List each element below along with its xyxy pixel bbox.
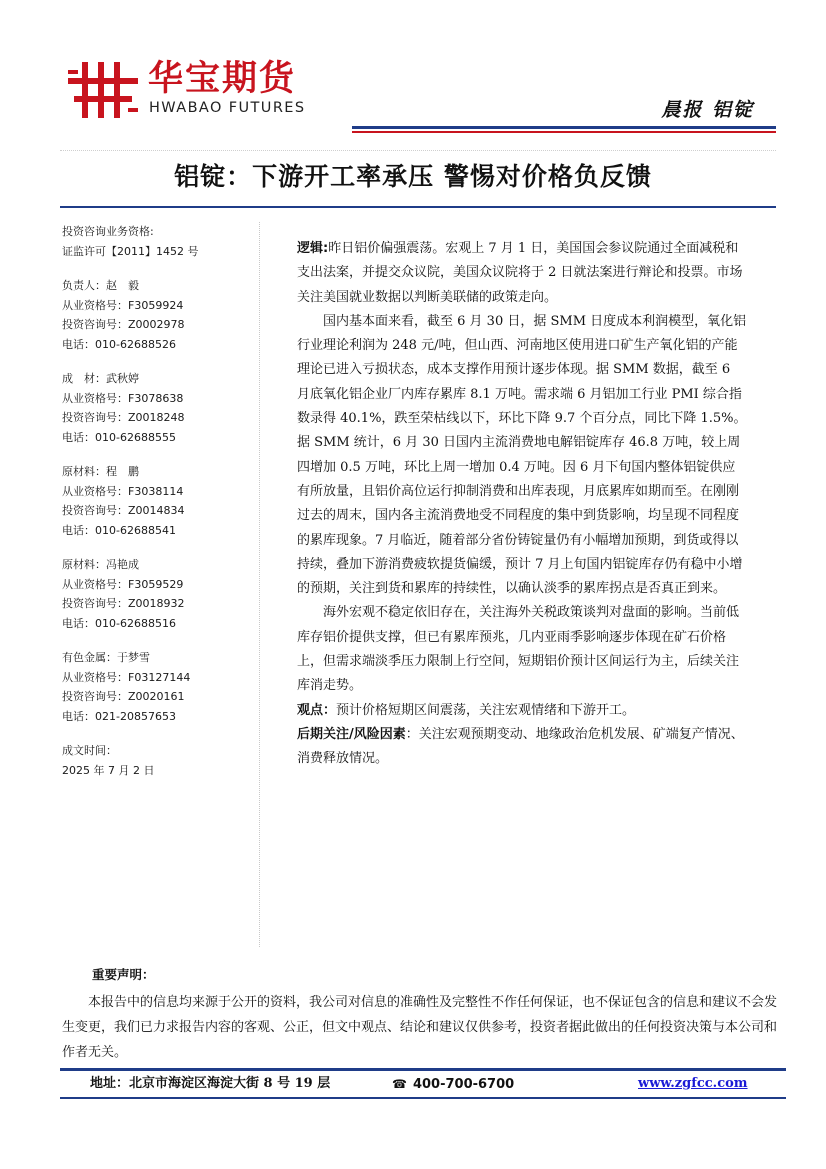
disclaimer-title: 重要声明： xyxy=(92,967,155,982)
analyst-license: 从业资格号：F03127144 xyxy=(62,670,191,684)
analyst-consult-no: 投资咨询号：Z0018248 xyxy=(62,411,185,424)
analyst-card xyxy=(62,369,252,447)
risk-label: 后期关注/风险因素 xyxy=(297,726,406,742)
analyst-card xyxy=(62,555,252,633)
analyst-consult-no: 投资咨询号：Z0020161 xyxy=(62,690,185,703)
view-label: 观点： xyxy=(297,702,337,718)
analyst-role: 负责人：赵 毅 xyxy=(62,279,139,292)
company-logo-icon xyxy=(68,62,138,118)
analyst-role: 原材料：程 鹏 xyxy=(62,465,139,478)
analyst-consult-no: 投资咨询号：Z0014834 xyxy=(62,504,185,517)
report-body xyxy=(297,237,747,772)
title-divider xyxy=(60,206,776,208)
analyst-card xyxy=(62,276,252,354)
risk-paragraph xyxy=(297,723,747,772)
logic-text: 昨日铝价偏强震荡。宏观上 7 月 1 日，美国国会参议院通过全面减税和支出法案，并提交众议院，美国众议院将于 2 日就法案进行辩论和投票。市场关注美国就业数据以判断美联储的政策走向。 xyxy=(297,241,743,305)
analyst-license: 从业资格号：F3059529 xyxy=(62,577,184,591)
fundamentals-paragraph: 国内基本面来看，截至 6 月 30 日，据 SMM 日度成本利润模型，氧化铝行业理论利润为 248 元/吨，但山西、河南地区使用进口矿生产氧化铝的产能理论已进入亏损状态，成本支撑作用预计逐步体现。据 SMM 数据，截至 6 月底氧化铝企业厂内库存累库 8.1 万吨。需求端 6 月铝加工行业 PMI 综合指数录得 40.1%，跌至荣枯线以下，环比下降 9.7 个百分点，同比下降 1.5%。据 SMM 统计，6 月 30 日国内主流消费地电解铝锭库存 46.8 万吨，较上周四增加 0.5 万吨，环比上周一增加 0.4 万吨。因 6 月下旬国内整体铝锭供应有所放量，且铝价高位运行抑制消费和出库表现，月底累库如期而至。在刚刚过去的周末，国内各主流消费地受不同程度的集中到货影响，均呈现不同程度的累库现象。7 月临近，随着部分省份铸锭量仍有小幅增加预期，到货或得以持续，叠加下游消费疲软提货偏缓，预计 7 月上旬国内铝锭库存仍有稳中小增的预期，关注到货和累库的持续性，以确认淡季的累库拐点是否真正到来。 xyxy=(297,313,747,597)
footer-address: 地址：北京市海淀区海淀大街 8 号 19 层 xyxy=(90,1076,331,1091)
analyst-role: 原材料：冯艳成 xyxy=(62,558,139,571)
footer-phone-number: 400-700-6700 xyxy=(412,1077,515,1092)
logic-paragraph xyxy=(297,237,747,310)
analyst-card xyxy=(62,462,252,540)
risk-text: ：关注宏观预期变动、地缘政治危机发展、矿端复产情况、消费释放情况。 xyxy=(297,726,744,767)
logo-text-cn: 华宝期货 xyxy=(148,59,297,99)
analyst-consult-no: 投资咨询号：Z0018932 xyxy=(62,597,185,610)
analyst-phone: 电话：021-20857653 xyxy=(62,709,176,723)
report-date-label: 成文时间： xyxy=(62,744,117,757)
footer-phone xyxy=(392,1075,514,1094)
analyst-phone: 电话：010-62688541 xyxy=(62,523,176,537)
sidebar-divider xyxy=(259,222,260,947)
analyst-role: 有色金属：于梦雪 xyxy=(62,651,150,664)
report-date xyxy=(62,741,252,780)
footer-website-link[interactable]: www.zgfcc.com xyxy=(638,1076,748,1091)
phone-icon: ☎ xyxy=(392,1077,407,1091)
logo-text-en: HWABAO FUTURES xyxy=(149,100,306,116)
view-text: 预计价格短期区间震荡，关注宏观情绪和下游开工。 xyxy=(336,702,636,718)
analyst-license: 从业资格号：F3059924 xyxy=(62,298,184,312)
qualification-label: 投资咨询业务资格: xyxy=(62,225,154,238)
analyst-phone: 电话：010-62688516 xyxy=(62,616,176,630)
analyst-role: 成 材：武秋婷 xyxy=(62,372,139,385)
page-title: 铝锭：下游开工率承压 警惕对价格负反馈 xyxy=(174,162,652,191)
analyst-consult-no: 投资咨询号：Z0002978 xyxy=(62,318,185,331)
analyst-card xyxy=(62,648,252,726)
report-date-value: 2025 年 7 月 2 日 xyxy=(62,763,155,777)
header-dotted-divider xyxy=(60,150,776,151)
disclaimer-text: 本报告中的信息均来源于公开的资料，我公司对信息的准确性及完整性不作任何保证，也不保证包含的信息和建议不会发生变更，我们已力求报告内容的客观、公正，但文中观点、结论和建议仅供参考，投资者据此做出的任何投资决策与本公司和作者无关。 xyxy=(62,995,778,1060)
report-type-label: 晨报 铝锭 xyxy=(661,99,754,121)
analyst-license: 从业资格号：F3078638 xyxy=(62,391,184,405)
footer-divider-top xyxy=(60,1068,786,1071)
analyst-phone: 电话：010-62688526 xyxy=(62,337,176,351)
footer-divider-bottom xyxy=(60,1097,786,1099)
view-paragraph xyxy=(297,699,747,723)
logic-label: 逻辑: xyxy=(297,241,329,256)
analyst-sidebar xyxy=(62,222,252,780)
header-divider-blue xyxy=(352,126,776,129)
qualification-value: 证监许可【2011】1452 号 xyxy=(62,244,199,258)
overseas-paragraph: 海外宏观不稳定依旧存在，关注海外关税政策谈判对盘面的影响。当前低库存铝价提供支撑，但已有累库预兆，几内亚雨季影响逐步体现在矿石价格上，但需求端淡季压力限制上行空间，短期铝价预计区间运行为主，后续关注库消走势。 xyxy=(297,605,740,694)
analyst-license: 从业资格号：F3038114 xyxy=(62,484,184,498)
header-divider-red xyxy=(352,131,776,133)
analyst-phone: 电话：010-62688555 xyxy=(62,430,176,444)
